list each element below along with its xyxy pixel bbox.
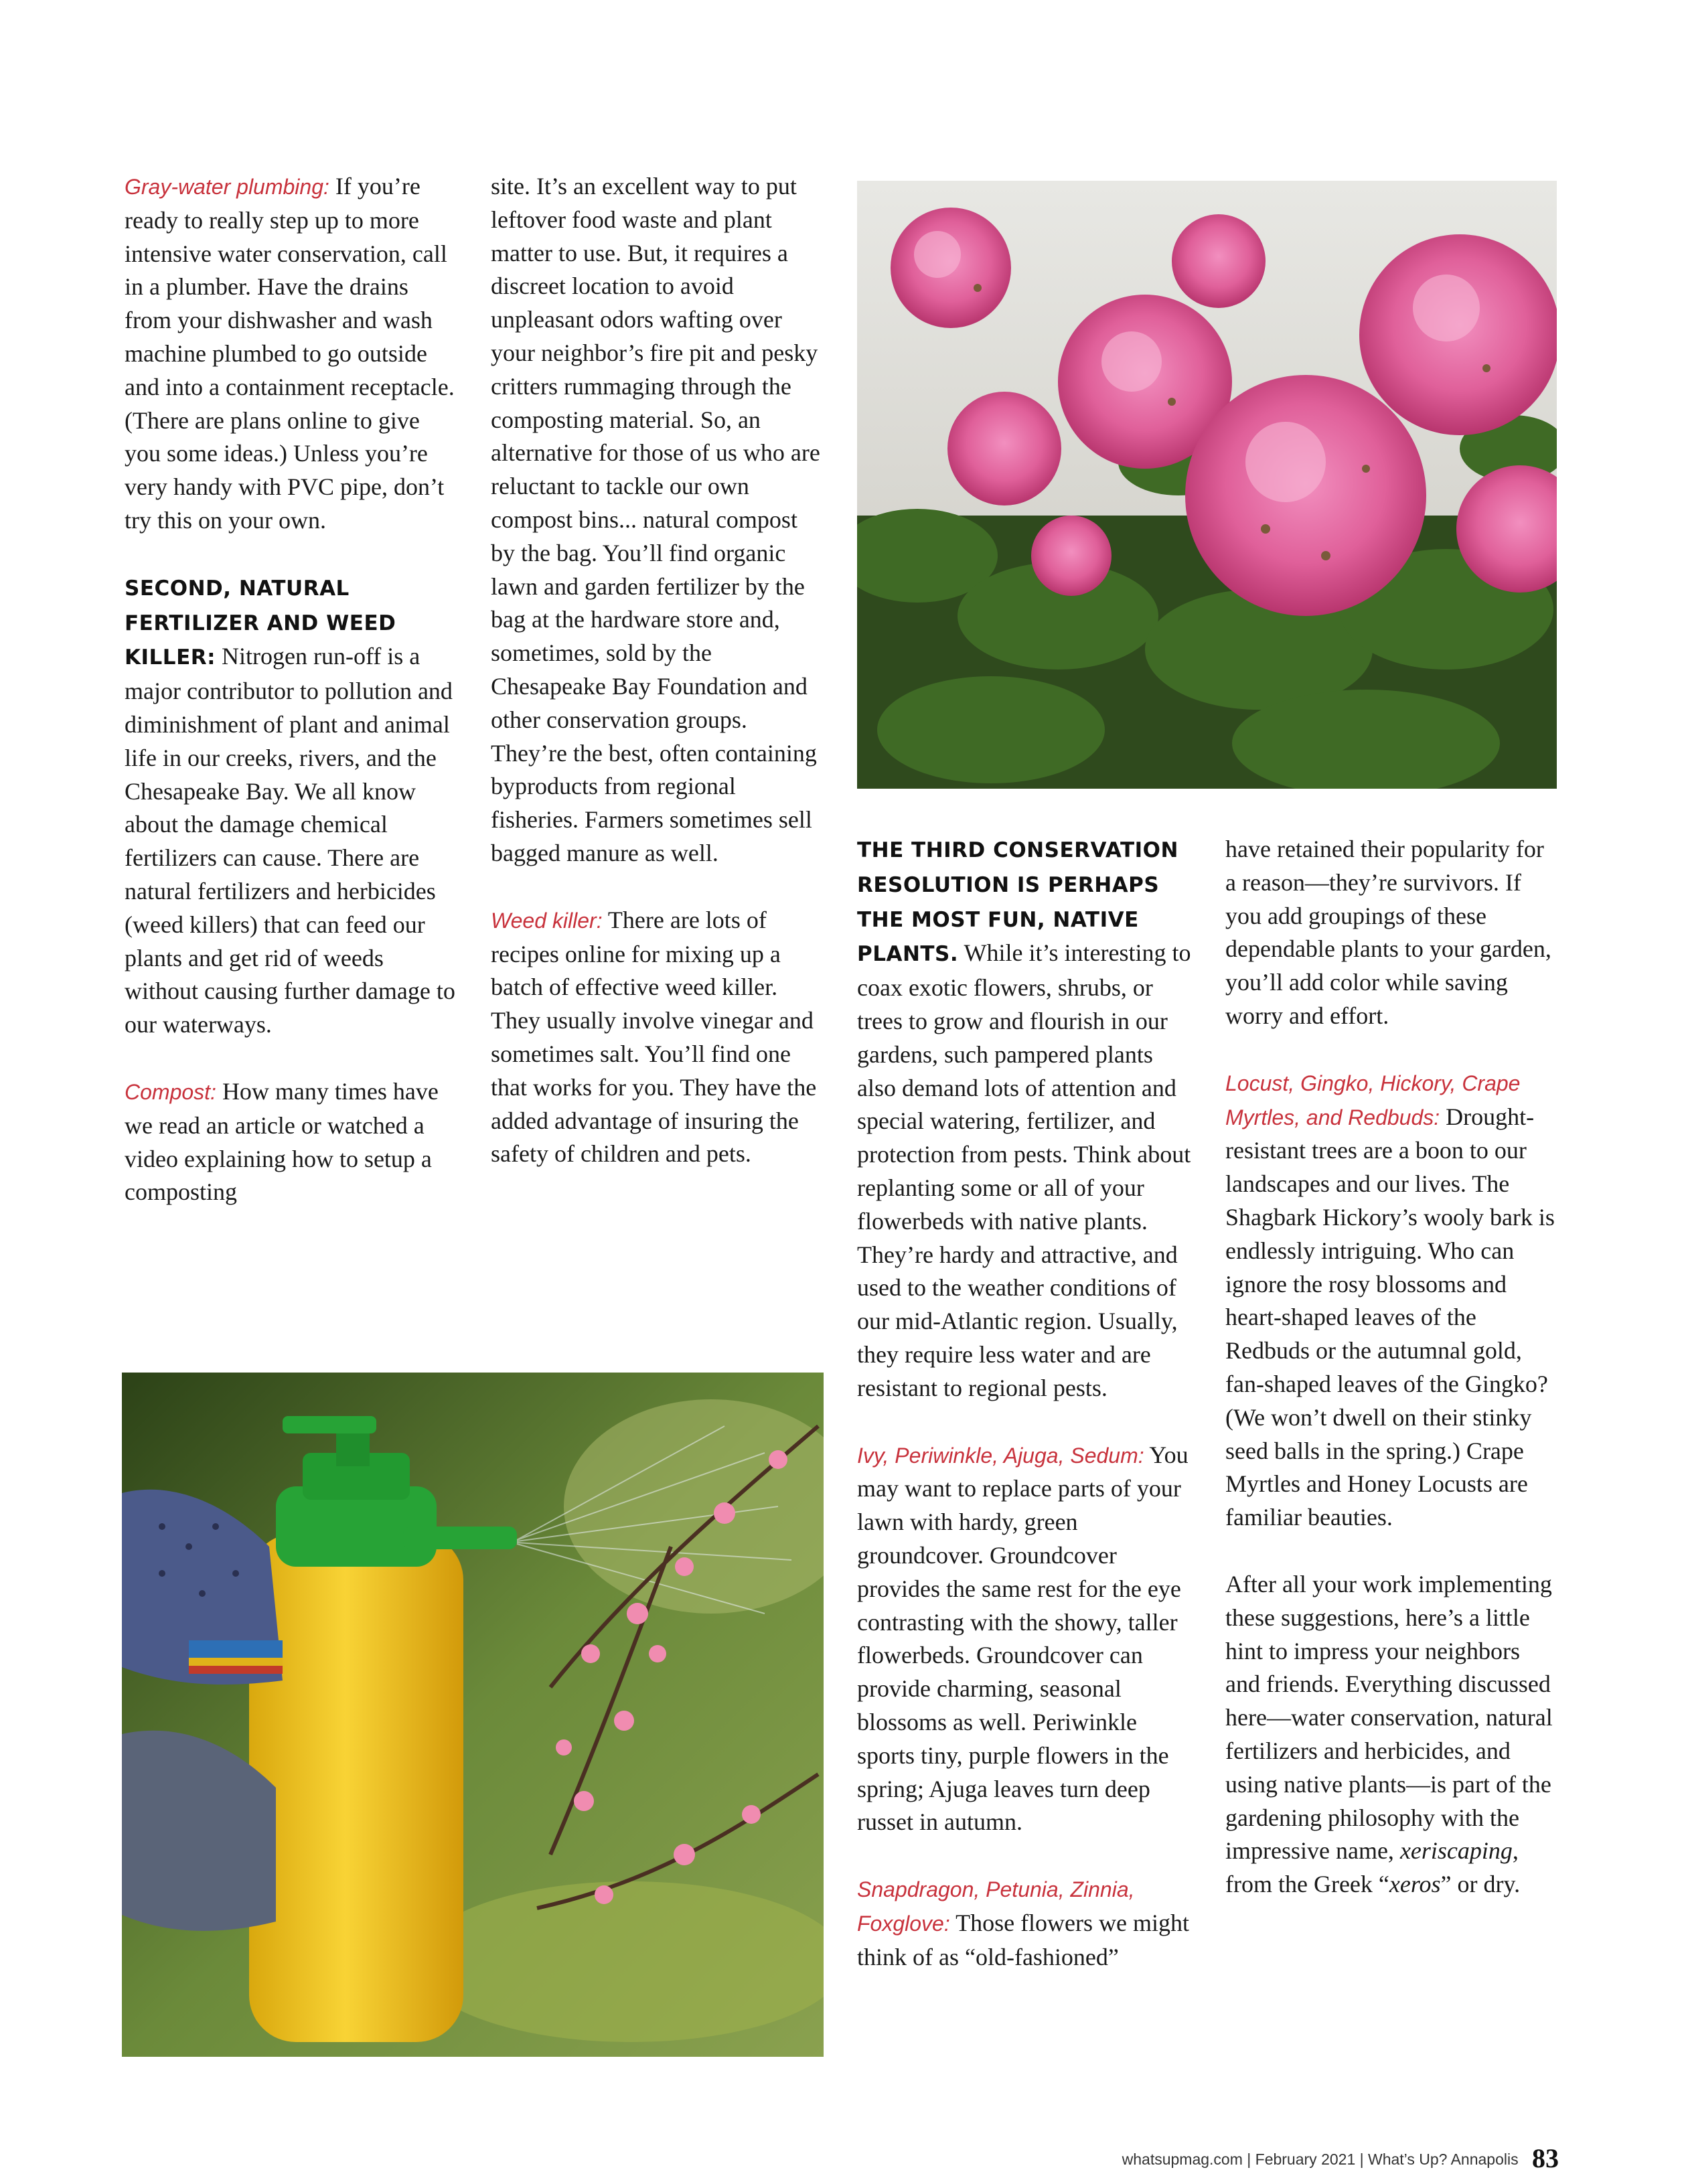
compost-continued-paragraph <box>491 170 826 870</box>
emphasis-term: xeros <box>1389 1871 1441 1898</box>
lead-in: Snapdragon, Petunia, Zinnia, Foxglove: <box>857 1877 1135 1936</box>
article-column-2 <box>491 170 826 1204</box>
spray-bottle-illustration <box>122 1373 824 2057</box>
paragraph-text: You may want to replace parts of your lawn with hardy, green groundcover. Groundcover provides the same rest for the eye contrasting with the showy, taller flowerbeds. Groundcover can provide charming, seasonal blossoms as well. Periwinkle sports tiny, purple flowers in the spring; Ajuga leaves turn deep russet in autumn. <box>857 1441 1189 1836</box>
article-column-4 <box>1225 833 1560 1935</box>
paragraph-text: Those flowers we might think of as “old-fashioned” <box>857 1909 1190 1970</box>
page-footer <box>1122 2142 1559 2174</box>
footer-separator: | <box>1247 2151 1251 2168</box>
crape-myrtle-illustration <box>857 181 1557 789</box>
spray-bottle-photo <box>122 1373 824 2057</box>
page-number: 83 <box>1532 2143 1559 2173</box>
section-heading: THE THIRD CONSERVATION RESOLUTION IS PERHAPS THE MOST FUN, NATIVE PLANTS. <box>857 838 1178 967</box>
footer-issue-date: February 2021 <box>1255 2151 1356 2168</box>
footer-publication: What’s Up? Annapolis <box>1368 2151 1519 2168</box>
lead-in: Locust, Gingko, Hickory, Crape Myrtles, and Redbuds: <box>1225 1071 1521 1129</box>
paragraph-text: While it’s interesting to coax exotic flowers, shrubs, or trees to grow and flourish in our gardens, such pampered plants also demand lots of attention and special watering, fertilizer, and protection from pests. Think about replanting some or all of your flowerbeds with native plants. They’re hardy and attractive, and used to the weather conditions of our mid-Atlantic region. Usually, they require less water and are resistant to regional pests. <box>857 939 1191 1401</box>
section-heading: SECOND, NATURAL FERTILIZER AND WEED KILLER: <box>125 576 396 670</box>
paragraph-text: How many times have we read an article or watched a video explaining how to setup a composting <box>125 1077 439 1206</box>
compost-paragraph <box>125 1075 459 1209</box>
paragraph-text: If you’re ready to really step up to more intensive water conservation, call in a plumber. Have the drains from your dishwasher and wash machine plumbed to go outside and into a containment receptacle. (There are plans online to give you some ideas.) Unless you’re very handy with PVC pipe, don’t try this on your own. <box>125 173 455 534</box>
lead-in: Compost: <box>125 1079 216 1104</box>
paragraph-text: There are lots of recipes online for mixing up a batch of effective weed killer. They usually involve vinegar and sometimes salt. You’ll find one that works for you. They have the added advantage of insuring the safety of children and pets. <box>491 906 817 1168</box>
annuals-paragraph <box>857 1873 1195 1974</box>
paragraph-text: have retained their popularity for a reason—they’re survivors. If you add groupings of these dependable plants to your garden, you’ll add color while saving worry and effort. <box>1225 836 1551 1029</box>
fertilizer-paragraph <box>125 571 459 1042</box>
lead-in: Ivy, Periwinkle, Ajuga, Sedum: <box>857 1443 1144 1468</box>
footer-website: whatsupmag.com <box>1122 2151 1243 2168</box>
native-plants-paragraph <box>857 833 1195 1405</box>
groundcover-paragraph <box>857 1439 1195 1840</box>
xeriscaping-paragraph <box>1225 1568 1560 1901</box>
annuals-continued-paragraph <box>1225 833 1560 1033</box>
paragraph-text: site. It’s an excellent way to put leftover food waste and plant matter to use. But, it requires a discreet location to avoid unpleasant odors wafting over your neighbor’s fire pit and pesky critters rummaging through the composting material. So, an alternative for those of us who are reluctant to tackle our own compost bins... natural compost by the bag. You’ll find organic lawn and garden fertilizer by the bag at the hardware store and, sometimes, sold by the Chesapeake Bay Foundation and other conservation groups. They’re the best, often containing byproducts from regional fisheries. Farmers sometimes sell bagged manure as well. <box>491 173 820 866</box>
paragraph-text: Nitrogen run-off is a major contributor to pollution and diminishment of plant and animal life in our creeks, rivers, and the Chesapeake Bay. We all know about the damage chemical fertilizers can cause. There are natural fertilizers and herbicides (weed killers) that can feed our plants and get rid of weeds without causing further damage to our waterways. <box>125 643 455 1038</box>
paragraph-text: ” or dry. <box>1440 1871 1521 1898</box>
lead-in: Weed killer: <box>491 908 603 933</box>
paragraph-text: , from the Greek “ <box>1225 1837 1519 1898</box>
footer-separator: | <box>1359 2151 1364 2168</box>
paragraph-text: After all your work implementing these suggestions, here’s a little hint to impress your neighbors and friends. Everything discussed here—water conservation, natural fertilizers and herbicides, and using native plants—is part of the gardening philosophy with the impressive name, <box>1225 1570 1553 1865</box>
crape-myrtle-photo <box>857 181 1557 789</box>
lead-in: Gray-water plumbing: <box>125 175 329 199</box>
weed-killer-paragraph <box>491 904 826 1171</box>
article-column-3 <box>857 833 1195 2008</box>
emphasis-term: xeriscaping <box>1399 1837 1513 1865</box>
gray-water-paragraph <box>125 170 459 538</box>
paragraph-text: Drought-resistant trees are a boon to our landscapes and our lives. The Shagbark Hickory’s wooly bark is endlessly intriguing. Who can ignore the rosy blossoms and heart-shaped leaves of the Redbuds or the autumnal gold, fan-shaped leaves of the Gingko? (We won’t dwell on their stinky seed balls in the spring.) Crape Myrtles and Honey Locusts are familiar beauties. <box>1225 1103 1555 1531</box>
trees-paragraph <box>1225 1067 1560 1535</box>
article-column-1 <box>125 170 459 1243</box>
